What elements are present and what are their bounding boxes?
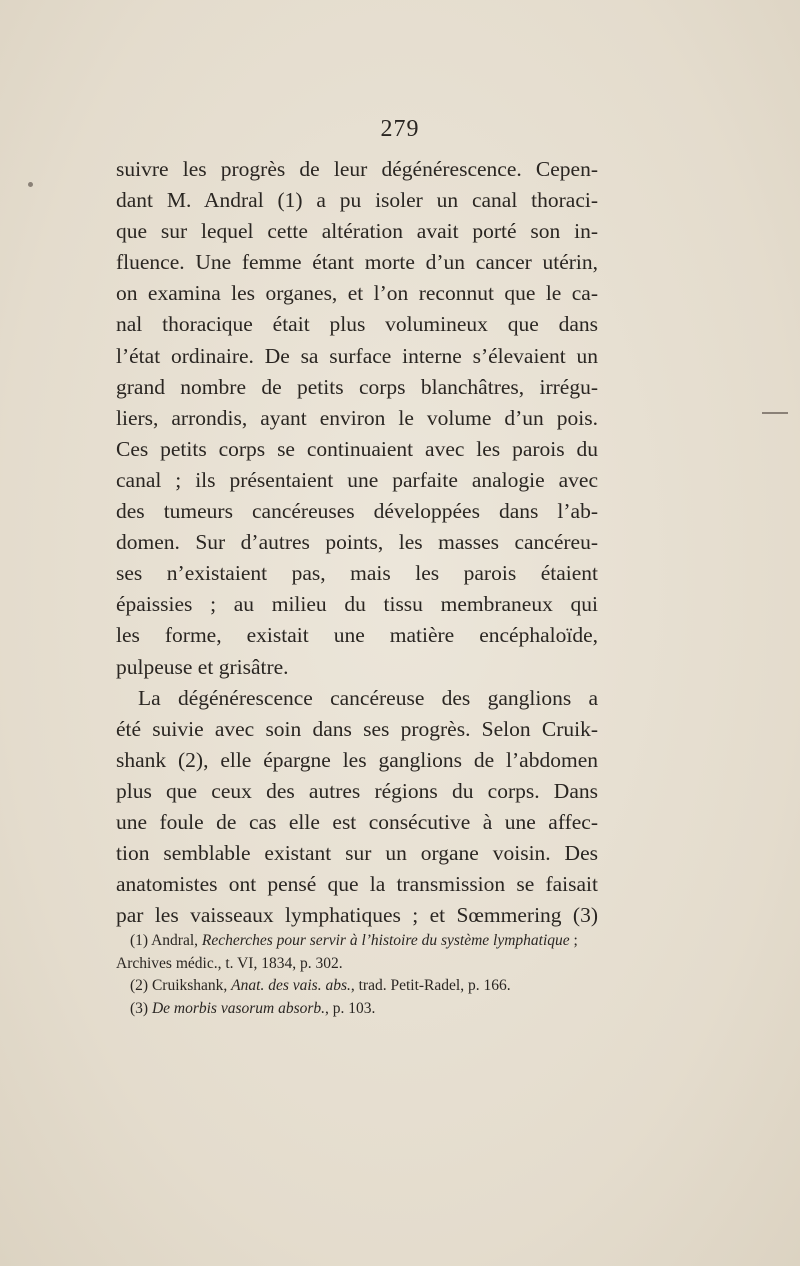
footnote-1-continued: Archives médic., t. VI, 1834, p. 302. — [116, 954, 343, 972]
text-line: fluence. Une femme étant morte d’un cancer utérin, — [116, 250, 598, 275]
text-line: des tumeurs cancéreuses développées dans l’ab- — [116, 499, 598, 524]
body-text — [116, 154, 598, 931]
text-line: tion semblable existant sur un organe voisin. Des — [116, 841, 598, 866]
text-line: nal thoracique était plus volumineux que dans — [116, 312, 598, 337]
footnotes — [116, 930, 626, 1020]
text-line: été suivie avec soin dans ses progrès. Selon Cruik- — [116, 716, 598, 741]
text-line: les forme, existait une matière encéphaloïde, — [116, 623, 598, 648]
text-line: on examina les organes, et l’on reconnut que le ca- — [116, 281, 598, 306]
text-line: que sur lequel cette altération avait porté son in- — [116, 219, 598, 244]
text-line: domen. Sur d’autres points, les masses cancéreu- — [116, 530, 598, 555]
text-line: Ces petits corps se continuaient avec les parois du — [116, 436, 598, 461]
footnote-2: (2) Cruikshank, Anat. des vais. abs., trad. Petit-Radel, p. 166. — [130, 977, 511, 994]
footnote-1: (1) Andral, Recherches pour servir à l’histoire du système lymphatique ; — [130, 932, 578, 949]
text-line: anatomistes ont pensé que la transmission se faisait — [116, 872, 598, 897]
text-line: canal ; ils présentaient une parfaite analogie avec — [116, 467, 598, 492]
text-line: plus que ceux des autres régions du corps. Dans — [116, 778, 598, 803]
text-line: l’état ordinaire. De sa surface interne s’élevaient un — [116, 343, 598, 368]
text-line: grand nombre de petits corps blanchâtres, irrégu- — [116, 374, 598, 399]
text-line: suivre les progrès de leur dégénérescence. Cepen- — [116, 157, 598, 181]
text-line: une foule de cas elle est consécutive à une affec- — [116, 809, 598, 834]
text-line: shank (2), elle épargne les ganglions de l’abdomen — [116, 747, 598, 772]
text-line: ses n’existaient pas, mais les parois étaient — [116, 561, 598, 586]
text-line: épaissies ; au milieu du tissu membraneux qui — [116, 592, 598, 617]
footnote-3: (3) De morbis vasorum absorb., p. 103. — [130, 999, 376, 1017]
text-line: dant M. Andral (1) a pu isoler un canal thoraci- — [116, 188, 598, 213]
text-line: liers, arrondis, ayant environ le volume d’un pois. — [116, 405, 598, 430]
text-line: La dégénérescence cancéreuse des ganglions a — [138, 685, 598, 710]
margin-ink-mark — [762, 412, 788, 414]
text-line: pulpeuse et grisâtre. — [116, 654, 289, 679]
page-number: 279 — [380, 116, 420, 142]
text-line: par les vaisseaux lymphatiques ; et Sœmmering (3) — [116, 903, 598, 928]
margin-ink-dot — [28, 182, 33, 187]
